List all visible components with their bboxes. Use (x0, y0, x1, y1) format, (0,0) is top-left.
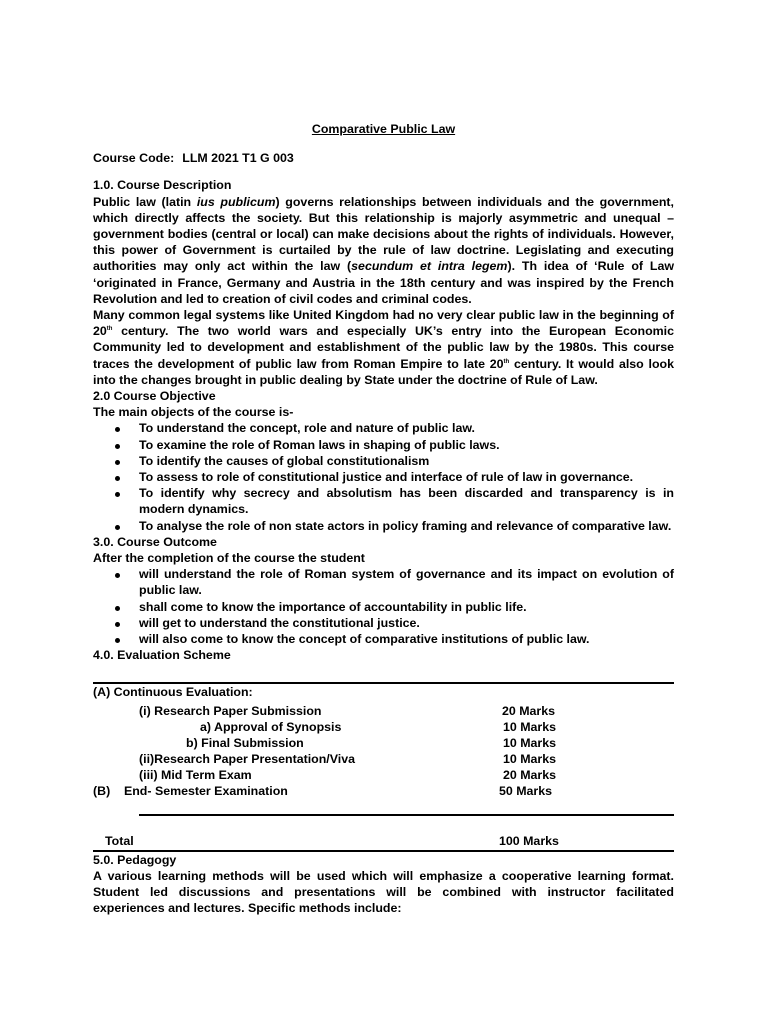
section-heading-pedagogy: 5.0. Pedagogy (93, 852, 177, 867)
list-item: will understand the role of Roman system of governance and its impact on evolution of public law. (93, 566, 674, 598)
total-label: Total (105, 833, 134, 848)
document-title: Comparative Public Law (311, 122, 456, 136)
bullet-icon (115, 444, 120, 449)
eval-row-marks: 10 Marks (503, 735, 557, 750)
course-code-label: Course Code: (93, 151, 175, 166)
total-marks: 100 Marks (499, 833, 559, 848)
section-heading-description: 1.0. Course Description (93, 178, 232, 193)
bullet-icon (115, 476, 120, 481)
eval-row-label: (ii)Research Paper Presentation/Viva (139, 751, 356, 766)
list-item: To understand the concept, role and nature of public law. (93, 420, 674, 436)
section-heading-objective: 2.0 Course Objective (93, 389, 216, 404)
section-heading-outcome: 3.0. Course Outcome (93, 534, 217, 549)
section-heading-evaluation: 4.0. Evaluation Scheme (93, 648, 231, 663)
bullet-icon (115, 492, 120, 497)
eval-row-label: b) Final Submission (186, 735, 304, 750)
bullet-icon (115, 622, 120, 627)
outcome-intro: After the completion of the course the student (93, 551, 365, 566)
list-item: To analyse the role of non state actors in policy framing and relevance of comparative law. (93, 518, 674, 534)
list-item: shall come to know the importance of accountability in public life. (93, 599, 674, 615)
list-item: will also come to know the concept of comparative institutions of public law. (93, 631, 674, 647)
description-paragraph-1: Public law (latin ius publicum) governs relationships between individuals and the government, which directly affects the society. But this relationship is majorly asymmetric and unequal – government bodies (central or local) can make decisions about the rights of individuals. However, this power of Government is curtailed by the rule of law doctrine. Legislating and executing authorities may only act within the law (secundum et intra legem). Th idea of ‘Rule of Law ‘originated in France, Germany and Austria in the 18th century and was inspired by the French Revolution and led to creation of civil codes and criminal codes. (93, 194, 674, 306)
bullet-icon (115, 460, 120, 465)
eval-row-marks: 10 Marks (503, 719, 557, 734)
eval-row-marks: 20 Marks (503, 767, 557, 782)
bullet-icon (115, 427, 120, 432)
objective-list (93, 420, 674, 533)
list-item: To identify why secrecy and absolutism has been discarded and transparency is in modern dynamics. (93, 485, 674, 517)
course-code-value: LLM 2021 T1 G 003 (182, 151, 294, 166)
list-item: To assess to role of constitutional justice and interface of rule of law in governance. (93, 469, 674, 485)
eval-row-label: (iii) Mid Term Exam (139, 767, 252, 782)
bullet-icon (115, 638, 120, 643)
evaluation-table (93, 684, 674, 814)
bullet-icon (115, 573, 120, 578)
pedagogy-text: A various learning methods will be used which will emphasize a cooperative learning format. Student led discussions and presentations will be combined with instructor facilitated experiences and lectures. Specific methods include: (93, 868, 674, 916)
evaluation-total (93, 833, 674, 855)
outcome-list (93, 566, 674, 647)
eval-row-marks: 50 Marks (499, 783, 553, 798)
eval-row-marks: 10 Marks (503, 751, 557, 766)
list-item: will get to understand the constitutional justice. (93, 615, 674, 631)
eval-row-label: (i) Research Paper Submission (139, 703, 322, 718)
list-item: To examine the role of Roman laws in shaping of public laws. (93, 437, 674, 453)
bullet-icon (115, 525, 120, 530)
eval-row-marks: 20 Marks (502, 703, 556, 718)
objective-intro: The main objects of the course is- (93, 405, 294, 420)
document-page (93, 121, 674, 916)
description-paragraph-2: Many common legal systems like United Kingdom had no very clear public law in the beginning of 20th century. The two world wars and especially UK’s entry into the European Economic Community led to development and establishment of the public law by the 1980s. This course traces the development of public law from Roman Empire to late 20th century. It would also look into the changes brought in public dealing by State under the doctrine of Rule of Law. (93, 308, 674, 387)
eval-row-label: a) Approval of Synopsis (200, 719, 342, 734)
bullet-icon (115, 606, 120, 611)
course-code (93, 150, 674, 166)
list-item: To identify the causes of global constitutionalism (93, 453, 674, 469)
eval-row-label: (B) End- Semester Examination (93, 783, 288, 798)
eval-row-label: (A) Continuous Evaluation: (93, 684, 253, 699)
